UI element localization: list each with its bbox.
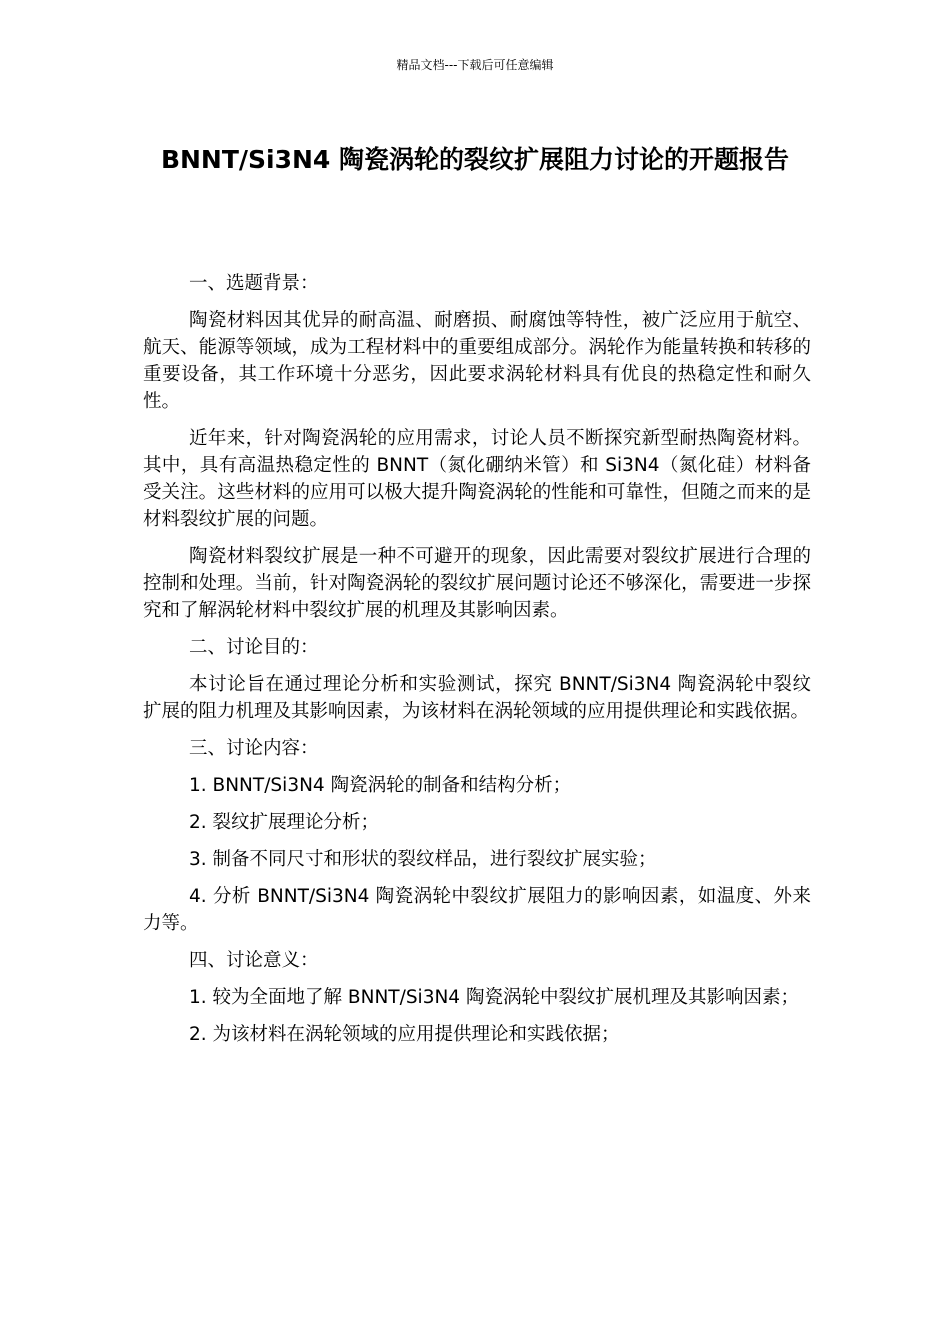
paragraph-purpose: 本讨论旨在通过理论分析和实验测试，探究 BNNT/Si3N4 陶瓷涡轮中裂纹扩展的阻力机理及其影响因素，为该材料在涡轮领域的应用提供理论和实践依据。	[143, 674, 811, 722]
document-body	[143, 270, 811, 1058]
section-heading-significance: 四、讨论意义：	[189, 950, 319, 971]
list-item: 1. BNNT/Si3N4 陶瓷涡轮的制备和结构分析；	[189, 775, 572, 796]
list-item: 2. 为该材料在涡轮领域的应用提供理论和实践依据；	[189, 1024, 620, 1045]
section-heading-background: 一、选题背景：	[189, 273, 319, 294]
section-heading-content: 三、讨论内容：	[189, 738, 319, 759]
list-item: 1. 较为全面地了解 BNNT/Si3N4 陶瓷涡轮中裂纹扩展机理及其影响因素；	[189, 987, 799, 1008]
section-heading-purpose: 二、讨论目的：	[189, 637, 319, 658]
paragraph-background-3: 陶瓷材料裂纹扩展是一种不可避开的现象，因此需要对裂纹扩展进行合理的控制和处理。当前，针对陶瓷涡轮的裂纹扩展问题讨论还不够深化，需要进一步探究和了解涡轮材料中裂纹扩展的机理及其影响因素。	[143, 546, 811, 621]
list-item: 3. 制备不同尺寸和形状的裂纹样品，进行裂纹扩展实验；	[189, 849, 657, 870]
paragraph-background-1: 陶瓷材料因其优异的耐高温、耐磨损、耐腐蚀等特性，被广泛应用于航空、航天、能源等领域，成为工程材料中的重要组成部分。涡轮作为能量转换和转移的重要设备，其工作环境十分恶劣，因此要求涡轮材料具有优良的热稳定性和耐久性。	[143, 310, 811, 412]
document-title: BNNT/Si3N4 陶瓷涡轮的裂纹扩展阻力讨论的开题报告	[160, 145, 790, 174]
list-item: 4. 分析 BNNT/Si3N4 陶瓷涡轮中裂纹扩展阻力的影响因素，如温度、外来力等。	[143, 886, 811, 934]
paragraph-background-2: 近年来，针对陶瓷涡轮的应用需求，讨论人员不断探究新型耐热陶瓷材料。其中，具有高温热稳定性的 BNNT（氮化硼纳米管）和 Si3N4（氮化硅）材料备受关注。这些材料的应用可以极大提升陶瓷涡轮的性能和可靠性，但随之而来的是材料裂纹扩展的问题。	[143, 428, 811, 530]
list-item: 2. 裂纹扩展理论分析；	[189, 812, 380, 833]
page-header: 精品文档---下载后可任意编辑	[396, 58, 554, 72]
